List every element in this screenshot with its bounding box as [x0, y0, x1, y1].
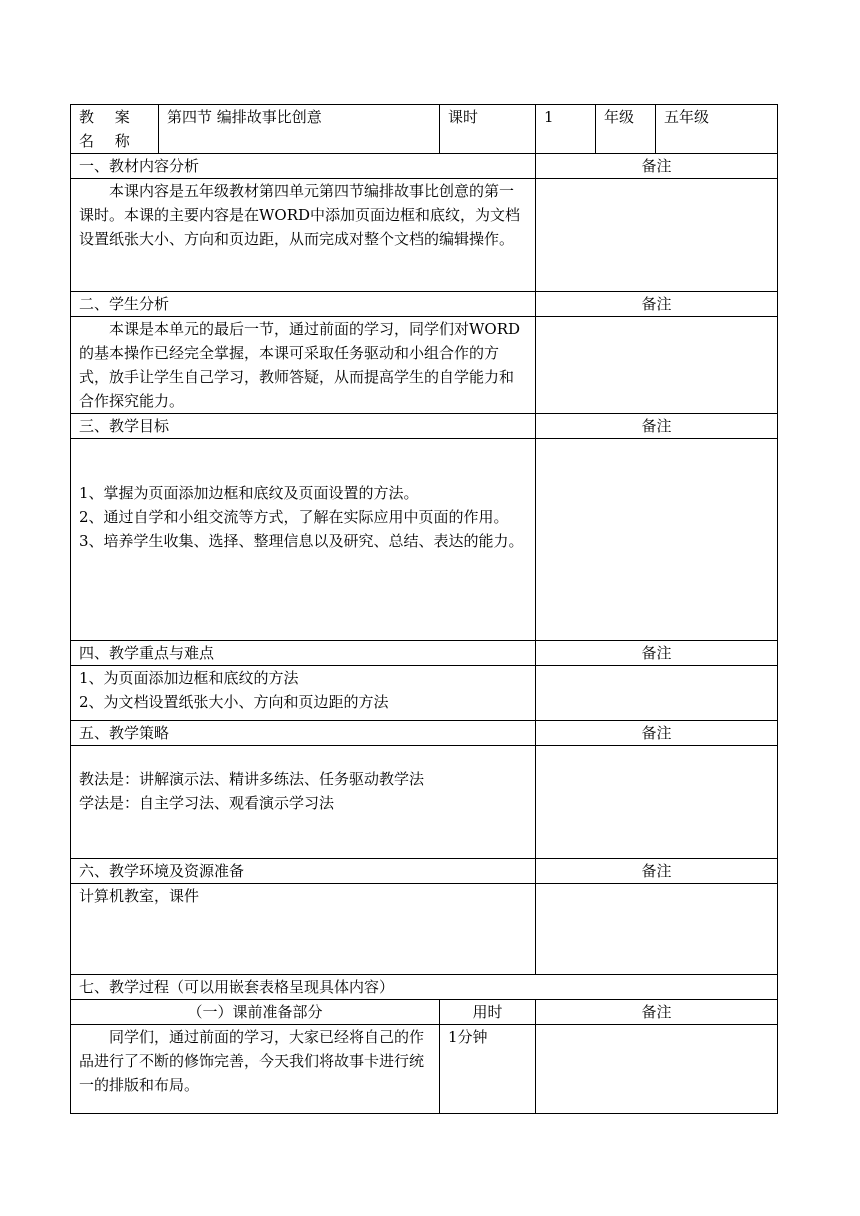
section-5-heading: 五、教学策略	[71, 721, 536, 746]
section-5-body-row	[71, 746, 778, 859]
section-5-remark-label: 备注	[536, 721, 778, 746]
section-7-remark	[536, 1025, 778, 1114]
section-7-subheading-row	[71, 1000, 778, 1025]
section-2-heading-row	[71, 292, 778, 317]
section-1-heading: 一、教材内容分析	[71, 154, 536, 179]
period-label: 课时	[440, 105, 536, 154]
section-2-remark-label: 备注	[536, 292, 778, 317]
section-7-heading: 七、教学过程（可以用嵌套表格呈现具体内容）	[71, 975, 778, 1000]
objective-item: 1、掌握为页面添加边框和底纹及页面设置的方法。	[79, 484, 419, 502]
process-part-title: （一）课前准备部分	[71, 1000, 440, 1025]
section-6-text: 计算机教室，课件	[79, 887, 200, 905]
section-2-body-row	[71, 317, 778, 414]
lesson-title-label: 教 案 名 称	[71, 105, 159, 154]
section-6-body-row	[71, 884, 778, 975]
section-3-heading: 三、教学目标	[71, 414, 536, 439]
section-6-remark	[536, 884, 778, 975]
section-1-body-row	[71, 179, 778, 292]
objective-item: 3、培养学生收集、选择、整理信息以及研究、总结、表达的能力。	[79, 532, 524, 550]
section-6-heading: 六、教学环境及资源准备	[71, 859, 536, 884]
section-1-text: 本课内容是五年级教材第四单元第四节编排故事比创意的第一课时。本课的主要内容是在WORD中添加页面边框和底纹，为文档设置纸张大小、方向和页边距，从而完成对整个文档的编辑操作。	[79, 182, 521, 248]
section-7-remark-label: 备注	[536, 1000, 778, 1025]
section-4-heading-row	[71, 641, 778, 666]
section-4-remark-label: 备注	[536, 641, 778, 666]
section-5-remark	[536, 746, 778, 859]
time-label: 用时	[440, 1000, 536, 1025]
section-4-heading: 四、教学重点与难点	[71, 641, 536, 666]
process-part-text: 同学们，通过前面的学习，大家已经将自己的作品进行了不断的修饰完善，今天我们将故事卡进行统一的排版和布局。	[79, 1028, 425, 1094]
period-value: 1	[536, 105, 596, 154]
section-3-heading-row	[71, 414, 778, 439]
section-6-heading-row	[71, 859, 778, 884]
section-3-body-row	[71, 439, 778, 641]
objective-item: 2、通过自学和小组交流等方式，了解在实际应用中页面的作用。	[79, 508, 509, 526]
time-value: 1分钟	[440, 1025, 536, 1114]
section-6-remark-label: 备注	[536, 859, 778, 884]
section-2-heading: 二、学生分析	[71, 292, 536, 317]
section-1-remark-label: 备注	[536, 154, 778, 179]
lesson-title-value: 第四节 编排故事比创意	[159, 105, 440, 154]
grade-label: 年级	[596, 105, 656, 154]
section-3-remark	[536, 439, 778, 641]
header-row	[71, 105, 778, 154]
strategy-item: 学法是：自主学习法、观看演示学习法	[79, 794, 335, 812]
grade-value: 五年级	[656, 105, 778, 154]
section-2-text: 本课是本单元的最后一节，通过前面的学习，同学们对WORD的基本操作已经完全掌握，本课可采取任务驱动和小组合作的方式，放手让学生自己学习，教师答疑，从而提高学生的自学能力和合作探究能力。	[79, 320, 521, 410]
section-4-remark	[536, 666, 778, 721]
section-3-remark-label: 备注	[536, 414, 778, 439]
key-point-item: 2、为文档设置纸张大小、方向和页边距的方法	[79, 693, 389, 711]
section-7-body-row	[71, 1025, 778, 1114]
section-4-body-row	[71, 666, 778, 721]
section-2-remark	[536, 317, 778, 414]
lesson-plan-table	[70, 104, 778, 1114]
section-1-remark	[536, 179, 778, 292]
section-7-heading-row	[71, 975, 778, 1000]
section-5-heading-row	[71, 721, 778, 746]
strategy-item: 教法是：讲解演示法、精讲多练法、任务驱动教学法	[79, 770, 425, 788]
key-point-item: 1、为页面添加边框和底纹的方法	[79, 669, 299, 687]
section-1-heading-row	[71, 154, 778, 179]
